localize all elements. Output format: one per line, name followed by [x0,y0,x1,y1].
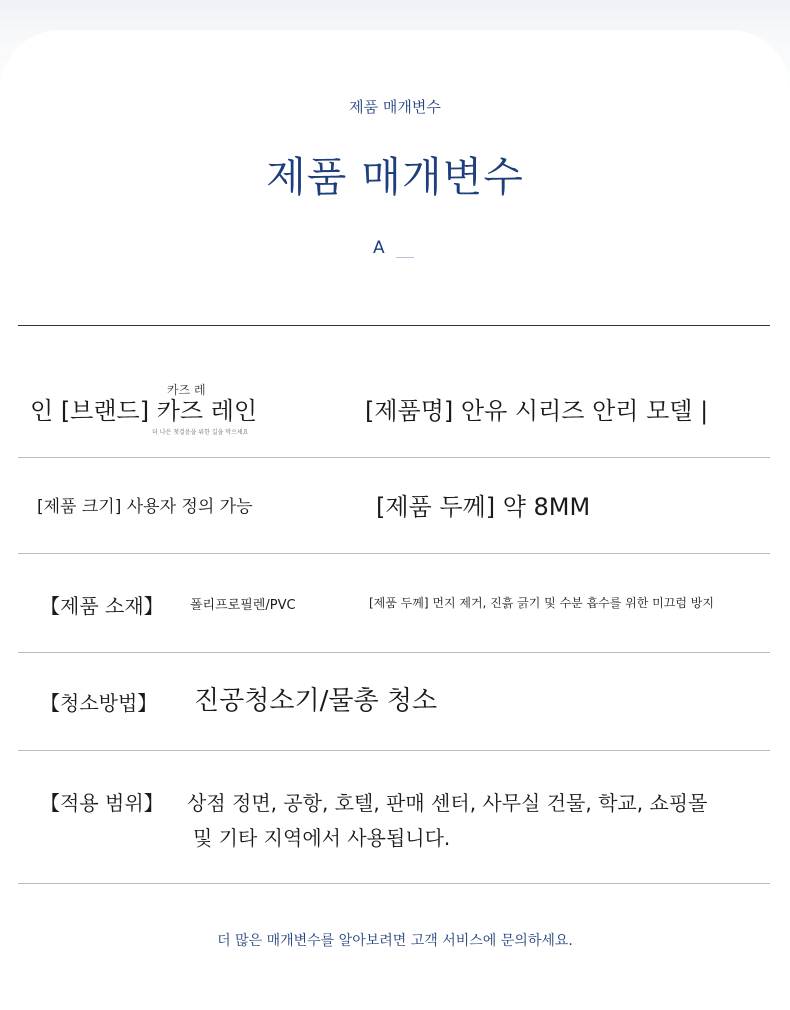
row-divider [18,750,770,751]
brand-ruby-text: 카즈 레 [167,383,206,397]
product-size: [제품 크기] 사용자 정의 가능 [37,497,253,517]
cleaning-value: 진공청소기/물총 청소 [194,686,438,716]
cleaning-label: 【청소방법】 [40,691,158,715]
row-divider [18,883,770,884]
footer-contact-note: 더 많은 매개변수를 알아보려면 고객 서비스에 문의하세요. [217,933,573,949]
page-title: 제품 매개변수 [266,153,524,201]
material-label: 【제품 소재】 [40,594,164,618]
application-label: 【적용 범위】 [40,791,164,815]
marker-underline [396,257,414,258]
brand-text: 인 [브랜드] 카즈 레인 [30,397,258,425]
row-divider [18,553,770,554]
product-name: [제품명] 안유 시리즈 안리 모델 | [365,397,709,425]
brand-hint: 더 나은 첫걸음을 위한 길을 막으세요 [152,429,249,436]
material-value: 폴리프로필렌/PVC [190,598,296,613]
section-marker: A [373,238,385,258]
material-note: [제품 두께] 먼지 제거, 진흙 긁기 및 수분 흡수를 위한 미끄럼 방지 [369,596,714,610]
application-line-1: 상점 정면, 공항, 호텔, 판매 센터, 사무실 건물, 학교, 쇼핑몰 [187,791,708,815]
product-thickness: [제품 두께] 약 8MM [376,493,591,521]
section-subtitle: 제품 매개변수 [349,98,441,116]
row-divider [18,652,770,653]
header-divider [18,325,770,326]
row-divider [18,457,770,458]
application-line-2: 및 기타 지역에서 사용됩니다. [193,826,451,850]
